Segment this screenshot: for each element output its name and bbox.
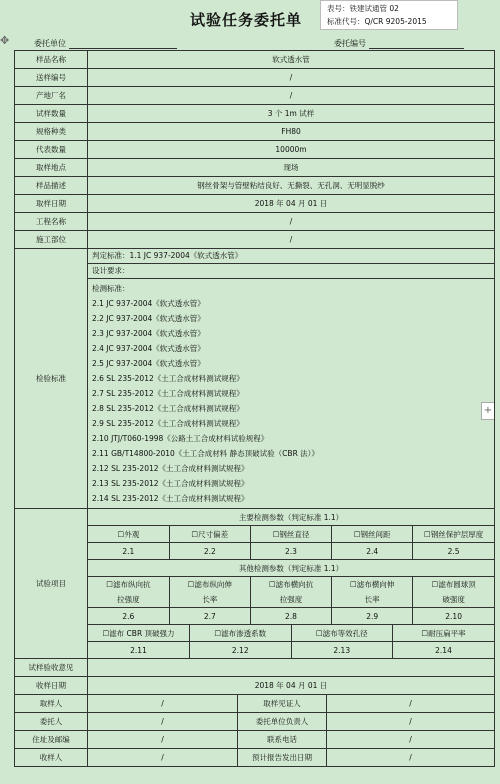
row-label: 样品描述 [15, 177, 88, 195]
standard-item: 2.2 JC 937-2004《软式透水管》 [92, 314, 205, 323]
standard-item: 2.4 JC 937-2004《软式透水管》 [92, 344, 205, 353]
standard-item: 2.9 SL 235-2012《土工合成材料测试规程》 [92, 419, 244, 428]
table-row [15, 87, 495, 105]
row-value: 3 个 1m 试样 [88, 105, 495, 123]
table-row [15, 213, 495, 231]
standard-item: 2.6 SL 235-2012《土工合成材料测试规程》 [92, 374, 244, 383]
footer-label: 取样见证人 [238, 695, 327, 713]
entrust-no-field [334, 38, 464, 49]
receive-date-value: 2018 年 04 月 01 日 [88, 677, 495, 695]
row-value: / [88, 87, 495, 105]
param-number: 2.3 [250, 543, 331, 560]
basis-content [88, 249, 495, 509]
param-number: 2.9 [332, 608, 413, 625]
table-row [15, 141, 495, 159]
main-param-checkbox[interactable]: ☐尺寸偏差 [169, 526, 250, 543]
row-value: / [88, 69, 495, 87]
standard-item: 2.8 SL 235-2012《土工合成材料测试规程》 [92, 404, 244, 413]
row-label: 施工部位 [15, 231, 88, 249]
items-row [15, 509, 495, 659]
row-label: 样品名称 [15, 51, 88, 69]
param-number: 2.1 [88, 543, 169, 560]
other-params-title: 其他检测参数（判定标准 1.1） [88, 560, 494, 577]
main-param-checkbox[interactable]: ☐钢丝直径 [250, 526, 331, 543]
standard-item: 2.13 SL 235-2012《土工合成材料测试规程》 [92, 479, 249, 488]
row-label: 取样地点 [15, 159, 88, 177]
footer-value: / [327, 695, 495, 713]
table-row [15, 231, 495, 249]
main-params-title: 主要检测参数（判定标准 1.1） [88, 509, 494, 526]
table-row [15, 105, 495, 123]
row-label: 工程名称 [15, 213, 88, 231]
client-underline [69, 40, 177, 49]
table-row [15, 69, 495, 87]
footer-value: / [88, 695, 238, 713]
row-value: / [88, 231, 495, 249]
footer-value: / [327, 749, 495, 767]
param-number: 2.11 [88, 642, 190, 659]
detection-standards [88, 279, 494, 508]
client-field [34, 38, 177, 49]
row-value: 软式透水管 [88, 51, 495, 69]
standard-item: 2.7 SL 235-2012《土工合成材料测试规程》 [92, 389, 244, 398]
other-param-checkbox[interactable]: ☐耐压扁平率 [393, 625, 495, 642]
row-label: 取样日期 [15, 195, 88, 213]
standard-item: 2.11 GB/T14800-2010《土工合成材料 静态顶破试验（CBR 法）》 [92, 449, 319, 458]
add-column-button[interactable]: + [481, 402, 495, 420]
standard-item: 2.1 JC 937-2004《软式透水管》 [92, 299, 205, 308]
footer-label: 收样人 [15, 749, 88, 767]
form-code: 表号：铁建试通管 02 [327, 4, 399, 13]
table-move-handle[interactable]: ✥ [0, 34, 10, 47]
footer-row [15, 695, 495, 713]
table-row [15, 159, 495, 177]
main-param-checkbox[interactable]: ☐外观 [88, 526, 169, 543]
footer-label: 委托单位负责人 [238, 713, 327, 731]
form-code-box [320, 0, 458, 30]
design-requirement: 设计要求： [88, 264, 494, 279]
receive-date-label: 收样日期 [15, 677, 88, 695]
footer-label: 预计报告发出日期 [238, 749, 327, 767]
other-param-checkbox[interactable]: ☐滤布纵向抗 拉强度 [88, 577, 169, 608]
param-number: 2.7 [169, 608, 250, 625]
footer-value: / [327, 713, 495, 731]
other-param-checkbox[interactable]: ☐滤布 CBR 顶破强力 [88, 625, 190, 642]
footer-row [15, 731, 495, 749]
footer-label: 联系电话 [238, 731, 327, 749]
row-value: / [88, 213, 495, 231]
row-label: 产地厂名 [15, 87, 88, 105]
judgement-standard: 判定标准：1.1 JC 937-2004《软式透水管》 [88, 249, 494, 264]
footer-row [15, 713, 495, 731]
entrust-no-underline [369, 40, 464, 49]
footer-value: / [88, 713, 238, 731]
param-number: 2.8 [250, 608, 331, 625]
row-value: FH80 [88, 123, 495, 141]
opinion-value[interactable] [88, 659, 495, 677]
param-number: 2.5 [413, 543, 494, 560]
main-param-checkbox[interactable]: ☐钢丝保护层厚度 [413, 526, 494, 543]
row-label: 代表数量 [15, 141, 88, 159]
standard-item: 2.14 SL 235-2012《土工合成材料测试规程》 [92, 494, 249, 503]
standard-item: 2.5 JC 937-2004《软式透水管》 [92, 359, 205, 368]
main-param-checkbox[interactable]: ☐钢丝间距 [332, 526, 413, 543]
table-row [15, 195, 495, 213]
other-param-checkbox[interactable]: ☐滤布圆球顶 破强度 [413, 577, 494, 608]
param-number: 2.10 [413, 608, 494, 625]
entrust-no-label: 委托编号 [334, 39, 366, 48]
footer-label: 住址及邮编 [15, 731, 88, 749]
row-value: 钢丝骨架与管壁粘结良好、无撕裂、无孔洞、无明显脱纱 [88, 177, 495, 195]
row-label: 试样数量 [15, 105, 88, 123]
footer-label: 委托人 [15, 713, 88, 731]
row-label: 送样编号 [15, 69, 88, 87]
footer-label: 取样人 [15, 695, 88, 713]
commission-table [14, 50, 495, 767]
param-number: 2.2 [169, 543, 250, 560]
table-row [15, 123, 495, 141]
row-value: 现场 [88, 159, 495, 177]
footer-row [15, 749, 495, 767]
footer-value: / [327, 731, 495, 749]
footer-value: / [88, 749, 238, 767]
param-number: 2.6 [88, 608, 169, 625]
items-grid [88, 509, 494, 658]
table-row [15, 177, 495, 195]
param-number: 2.12 [190, 642, 292, 659]
param-number: 2.13 [291, 642, 393, 659]
other-param-checkbox[interactable]: ☐滤布等效孔径 [291, 625, 393, 642]
basis-label: 检验标准 [15, 249, 88, 509]
opinion-row [15, 659, 495, 677]
basis-row [15, 249, 495, 509]
row-value: 2018 年 04 月 01 日 [88, 195, 495, 213]
standard-item: 2.10 JTJ/T060-1998《公路土工合成材料试验规程》 [92, 434, 269, 443]
standard-item: 2.12 SL 235-2012《土工合成材料测试规程》 [92, 464, 249, 473]
other-param-checkbox[interactable]: ☐滤布渗透系数 [190, 625, 292, 642]
param-number: 2.4 [332, 543, 413, 560]
items-content [88, 509, 495, 659]
other-param-checkbox[interactable]: ☐滤布横向伸 长率 [332, 577, 413, 608]
row-value: 10000m [88, 141, 495, 159]
other-param-checkbox[interactable]: ☐滤布横向抗 拉强度 [250, 577, 331, 608]
items-label: 试验项目 [15, 509, 88, 659]
client-label: 委托单位 [34, 39, 66, 48]
table-row [15, 51, 495, 69]
standard-item: 2.3 JC 937-2004《软式透水管》 [92, 329, 205, 338]
form-title: 试验任务委托单 [190, 11, 303, 29]
row-label: 规格种类 [15, 123, 88, 141]
footer-value: / [88, 731, 238, 749]
standard-code: 标准代号：Q/CR 9205-2015 [327, 17, 427, 26]
opinion-label: 试样验收意见 [15, 659, 88, 677]
detection-title: 检测标准： [92, 284, 130, 293]
other-param-checkbox[interactable]: ☐滤布纵向伸 长率 [169, 577, 250, 608]
param-number: 2.14 [393, 642, 495, 659]
receive-date-row [15, 677, 495, 695]
